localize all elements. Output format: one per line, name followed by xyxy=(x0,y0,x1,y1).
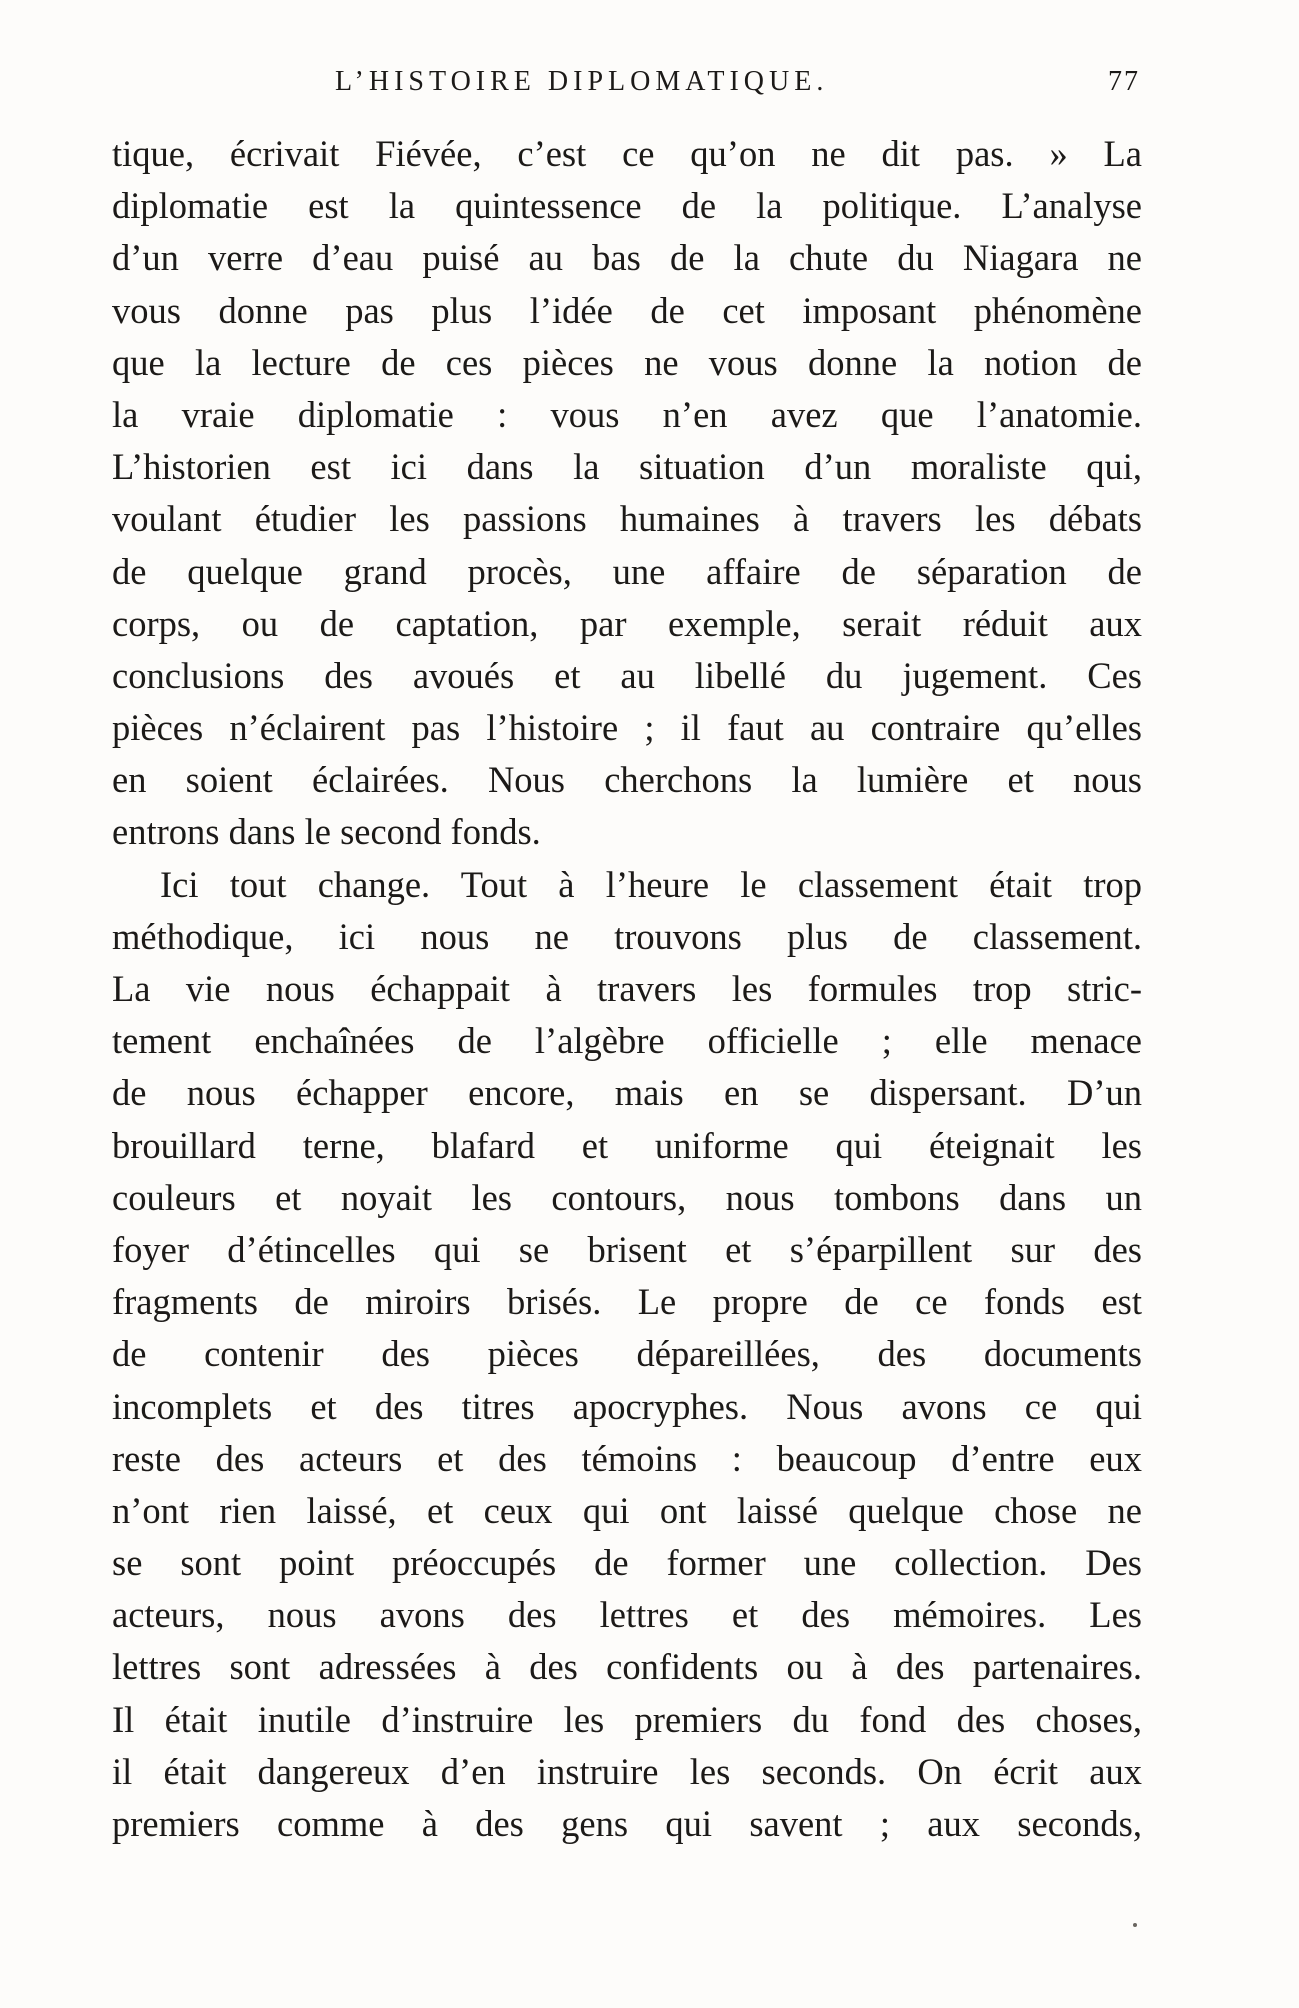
text-line: brouillard terne, blafard et uniforme qui éteignait les xyxy=(112,1124,1142,1166)
text-line: méthodique, ici nous ne trouvons plus de classement. xyxy=(112,915,1142,957)
text-line: acteurs, nous avons des lettres et des mémoires. Les xyxy=(112,1594,1142,1636)
text-line: corps, ou de captation, par exemple, serait réduit aux xyxy=(112,602,1142,644)
text-line: se sont point préoccupés de former une collection. Des xyxy=(112,1542,1142,1584)
text-line: reste des acteurs et des témoins : beaucoup d’entre eux xyxy=(112,1437,1142,1479)
text-line: vous donne pas plus l’idée de cet imposant phénomène xyxy=(112,289,1142,331)
text-line: tement enchaînées de l’algèbre officielle ; elle menace xyxy=(112,1020,1142,1062)
text-line: incomplets et des titres apocryphes. Nous avons ce qui xyxy=(112,1385,1142,1427)
text-line: Il était inutile d’instruire les premiers du fond des choses, xyxy=(112,1698,1142,1740)
text-line: L’historien est ici dans la situation d’un moraliste qui, xyxy=(112,446,1142,488)
text-line: de nous échapper encore, mais en se dispersant. D’un xyxy=(112,1072,1142,1114)
text-line: pièces n’éclairent pas l’histoire ; il faut au contraire qu’elles xyxy=(112,707,1142,749)
text-line: lettres sont adressées à des confidents ou à des partenaires. xyxy=(112,1646,1142,1688)
print-speck xyxy=(1133,1923,1137,1927)
text-line: il était dangereux d’en instruire les seconds. On écrit aux xyxy=(112,1750,1142,1792)
text-line: La vie nous échappait à travers les formules trop stric- xyxy=(112,968,1142,1009)
text-line: fragments de miroirs brisés. Le propre de ce fonds est xyxy=(112,1281,1142,1323)
text-line: d’un verre d’eau puisé au bas de la chute du Niagara ne xyxy=(112,237,1142,279)
text-line: conclusions des avoués et au libellé du jugement. Ces xyxy=(112,654,1142,696)
text-line: diplomatie est la quintessence de la politique. L’analyse xyxy=(112,185,1142,227)
text-line: n’ont rien laissé, et ceux qui ont laissé quelque chose ne xyxy=(112,1489,1142,1531)
page-number: 77 xyxy=(1108,66,1140,97)
running-head xyxy=(110,66,1140,106)
text-line: la vraie diplomatie : vous n’en avez que l’anatomie. xyxy=(112,393,1142,435)
paragraph-first-line: Ici tout change. Tout à l’heure le classement était trop xyxy=(160,863,1142,905)
text-line: foyer d’étincelles qui se brisent et s’éparpillent sur des xyxy=(112,1228,1142,1270)
text-line: de quelque grand procès, une affaire de séparation de xyxy=(112,550,1142,592)
paragraph-last-line: entrons dans le second fonds. xyxy=(112,811,541,853)
text-line: premiers comme à des gens qui savent ; aux seconds, xyxy=(112,1803,1142,1844)
text-line: que la lecture de ces pièces ne vous donne la notion de xyxy=(112,341,1142,383)
text-line: en soient éclairées. Nous cherchons la lumière et nous xyxy=(112,759,1142,801)
text-line: voulant étudier les passions humaines à travers les débats xyxy=(112,498,1142,540)
body-text xyxy=(112,128,1142,1850)
running-title: L’HISTOIRE DIPLOMATIQUE. xyxy=(335,66,829,97)
text-line: couleurs et noyait les contours, nous tombons dans un xyxy=(112,1176,1142,1218)
text-line: de contenir des pièces dépareillées, des documents xyxy=(112,1333,1142,1375)
text-line: tique, écrivait Fiévée, c’est ce qu’on ne dit pas. » La xyxy=(112,133,1142,174)
